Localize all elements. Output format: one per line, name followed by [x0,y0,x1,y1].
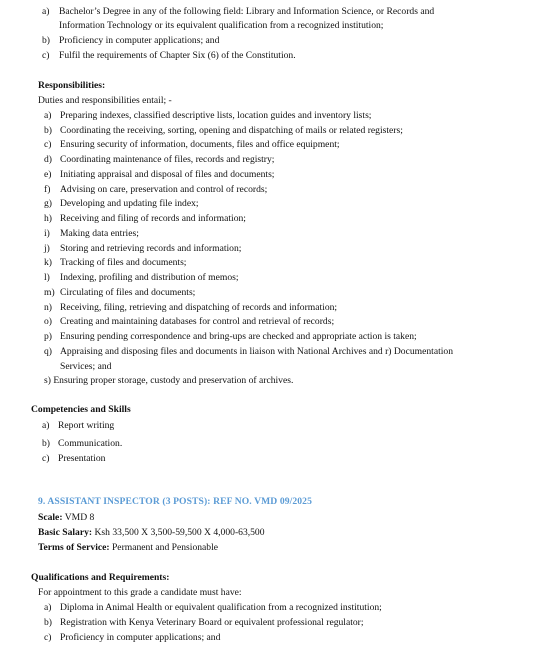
job-title: 9. ASSISTANT INSPECTOR (3 POSTS): REF NO. VMD 09/2025 [38,496,312,507]
list-label: a) [42,6,50,17]
list-label: l) [44,272,50,283]
list-item-text: Tracking of files and documents; [60,257,187,268]
list-label: b) [44,617,52,628]
list-label: a) [42,420,50,431]
list-item-text: Receiving and filing of records and information; [60,213,246,224]
list-item-text: Presentation [58,453,106,464]
salary-label: Basic Salary: [38,527,93,538]
list-item-text: Information Technology or its equivalent qualification from a recognized institution; [59,20,384,31]
list-item-text: Receiving, filing, retrieving and dispatching of records and information; [60,302,338,313]
list-label: b) [42,438,50,449]
list-item-text: Diploma in Animal Health or equivalent qualification from a recognized institution; [60,602,382,613]
list-item-text: Communication. [58,438,123,449]
list-label: d) [44,154,52,165]
list-item-text: Making data entries; [60,228,139,239]
list-item-text: Registration with Kenya Veterinary Board or equivalent professional regulator; [60,617,364,628]
list-item-text: Preparing indexes, classified descriptive lists, location guides and inventory lists; [60,110,372,121]
competencies-heading: Competencies and Skills [31,404,131,415]
list-label: g) [44,198,52,209]
list-item-text: Proficiency in computer applications; and [59,35,220,46]
list-label: b) [44,125,52,136]
list-item-text: s) Ensuring proper storage, custody and preservation of archives. [44,375,294,386]
list-item-text: Initiating appraisal and disposal of files and documents; [60,169,275,180]
list-item-text: Proficiency in computer applications; and [60,632,221,643]
qualifications-intro: For appointment to this grade a candidate must have: [38,587,242,598]
list-item-text: Developing and updating file index; [60,198,199,209]
list-label: c) [42,453,50,464]
list-item-text: Storing and retrieving records and information; [60,243,242,254]
salary-value: Ksh 33,500 X 3,500-59,500 X 4,000-63,500 [92,527,265,538]
list-label: a) [44,602,52,613]
list-item-text: Coordinating the receiving, sorting, opening and dispatching of mails or related registers; [60,125,403,136]
responsibilities-heading: Responsibilities: [38,80,106,91]
list-item-continuation: Services; and [60,361,112,372]
qualifications-heading: Qualifications and Requirements: [31,572,170,583]
list-label: j) [44,243,50,254]
list-label: p) [44,331,52,342]
salary-line [38,527,265,539]
list-label: h) [44,213,52,224]
list-item-text: Indexing, profiling and distribution of memos; [60,272,239,283]
list-label: c) [42,50,50,61]
list-label: f) [44,184,51,195]
terms-value: Permanent and Pensionable [109,542,219,553]
list-label: q) [44,346,52,357]
scale-line [38,512,94,524]
list-label: i) [44,228,50,239]
list-label: c) [44,139,52,150]
scale-value: VMD 8 [62,512,95,523]
list-item-text: Ensuring security of information, documents, files and office equipment; [60,139,340,150]
terms-label: Terms of Service: [38,542,110,553]
list-item-text: Ensuring pending correspondence and bring-ups are checked and appropriate action is taken; [60,331,417,342]
list-item-text: Fulfil the requirements of Chapter Six (6) of the Constitution. [59,50,296,61]
list-label: c) [44,632,52,643]
page-top-crop [0,0,540,4]
list-label: n) [44,302,52,313]
list-label: o) [44,316,52,327]
list-label: m) [44,287,55,298]
list-item-text: Report writing [58,420,115,431]
responsibilities-intro: Duties and responsibilities entail; - [38,95,172,106]
list-item-text: Creating and maintaining databases for control and retrieval of records; [60,316,335,327]
list-item-text: Advising on care, preservation and control of records; [60,184,268,195]
list-label: b) [42,35,50,46]
list-label: e) [44,169,52,180]
scale-label: Scale: [38,512,63,523]
terms-line [38,542,218,554]
list-label: a) [44,110,52,121]
list-item-text: Bachelor’s Degree in any of the following field: Library and Information Science, or Records and [59,6,435,17]
list-item-text: Circulating of files and documents; [60,287,196,298]
list-item-text: Appraising and disposing files and documents in liaison with National Archives and r) Documentation [60,346,454,357]
list-label: k) [44,257,52,268]
list-item-text: Coordinating maintenance of files, records and registry; [60,154,275,165]
